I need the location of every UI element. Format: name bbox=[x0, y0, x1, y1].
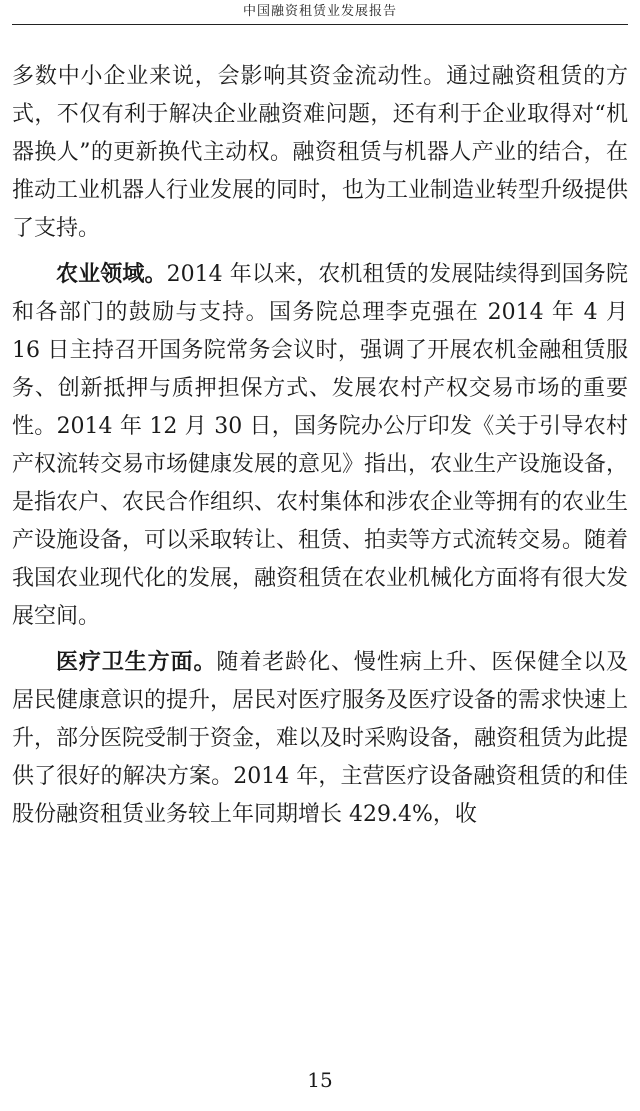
paragraph-agriculture bbox=[12, 255, 628, 636]
paragraph-lead-heading: 农业领域。 bbox=[56, 261, 167, 287]
paragraph-text: 随着老龄化、慢性病上升、医保健全以及居民健康意识的提升，居民对医疗服务及医疗设备的需求快速上升，部分医院受制于资金，难以及时采购设备，融资租赁为此提供了很好的解决方案。2014 年，主营医疗设备融资租赁的和佳股份融资租赁业务较上年同期增长 429.4%，收 bbox=[12, 650, 629, 827]
paragraph-continuation bbox=[12, 58, 628, 248]
paragraph-text: 多数中小企业来说，会影响其资金流动性。通过融资租赁的方式，不仅有利于解决企业融资难问题，还有利于企业取得对“机器换人”的更新换代主动权。融资租赁与机器人产业的结合，在推动工业机器人行业发展的同时，也为工业制造业转型升级提供了支持。 bbox=[12, 64, 629, 241]
body-text bbox=[12, 58, 628, 834]
paragraph-healthcare bbox=[12, 643, 628, 834]
header-rule bbox=[12, 24, 628, 25]
running-header: 中国融资租赁业发展报告 bbox=[242, 4, 397, 19]
page-number: 15 bbox=[307, 1068, 333, 1092]
paragraph-lead-heading: 医疗卫生方面。 bbox=[56, 649, 217, 675]
paragraph-text: 2014 年以来，农机租赁的发展陆续得到国务院和各部门的鼓励与支持。国务院总理李克强在 2014 年 4 月 16 日主持召开国务院常务会议时，强调了开展农机金融租赁服务、创新抵押与质押担保方式、发展农村产权交易市场的重要性。2014 年 12 月 30 日，国务院办公厅印发《关于引导农村产权流转交易市场健康发展的意见》指出，农业生产设施设备，是指农户、农民合作组织、农村集体和涉农企业等拥有的农业生产设施设备，可以采取转让、租赁、拍卖等方式流转交易。随着我国农业现代化的发展，融资租赁在农业机械化方面将有很大发展空间。 bbox=[12, 262, 629, 629]
